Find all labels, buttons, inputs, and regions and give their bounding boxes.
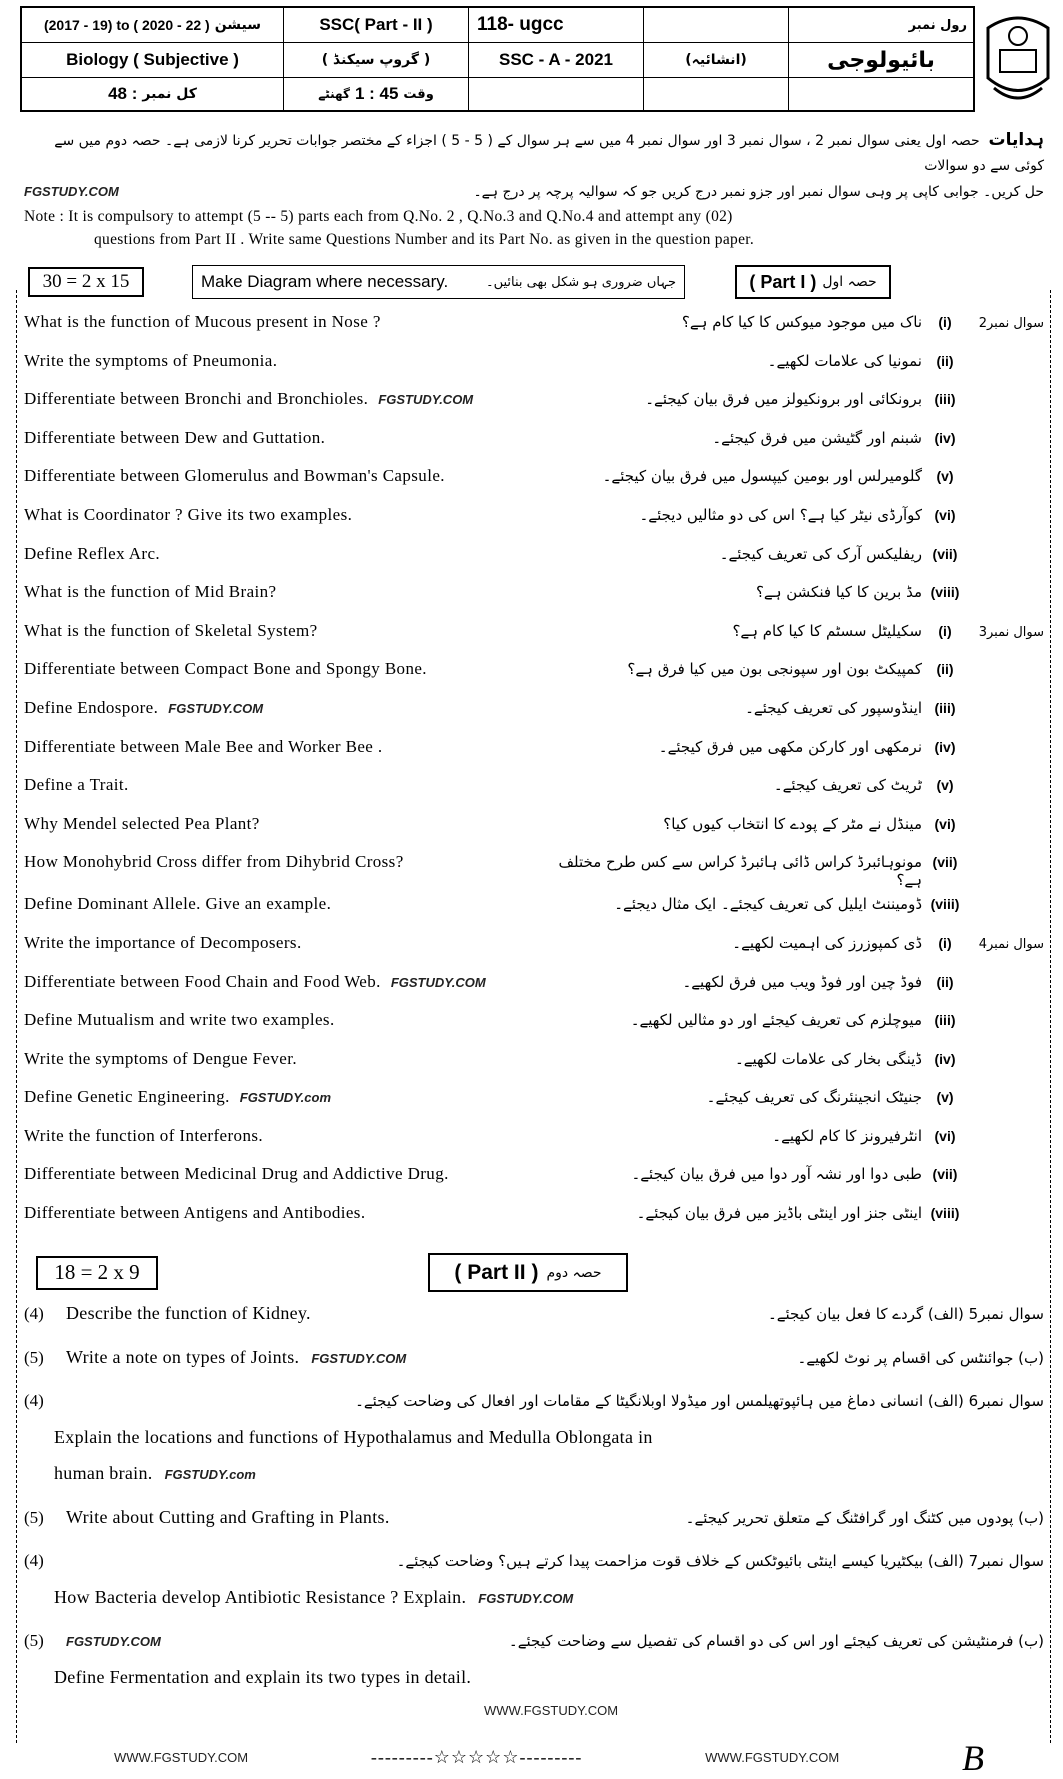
question-text-urdu: گلومیرلس اور بومین کیپسول میں فرق بیان کیجئے۔ <box>602 467 922 486</box>
exam-cell: SSC - A - 2021 <box>469 43 644 78</box>
question-urdu-group <box>614 895 1044 913</box>
blank-cell <box>644 78 789 110</box>
question-text-urdu: اینڈوسپور کی تعریف کیجئے۔ <box>745 698 922 717</box>
question-text-en: What is the function of Skeletal System? <box>24 620 318 640</box>
question-urdu-group <box>603 467 1044 485</box>
part2-line <box>24 1463 1044 1499</box>
footer-stars: ---------☆☆☆☆☆--------- <box>370 1747 583 1768</box>
part2-marks: (5) <box>24 1507 44 1527</box>
question-text-en: Differentiate between Medicinal Drug and Addictive Drug. <box>24 1164 449 1184</box>
question-urdu-group <box>707 1088 1044 1106</box>
question-text-urdu: شبنم اور گٹیشن میں فرق کیجئے۔ <box>712 428 922 447</box>
part2-question <box>24 1623 1044 1723</box>
part2-question <box>24 1543 1044 1623</box>
question-text-en: Define a Trait. <box>24 775 129 795</box>
note-line1: Note : It is compulsory to attempt (5 -- 5) parts each from Q.No. 2 , Q.No.3 and Q.No.4 and attempt any (02) <box>24 208 733 225</box>
watermark-text: FGSTUDY.COM <box>168 700 264 716</box>
watermark-text: WWW.FGSTUDY.COM <box>484 1702 619 1718</box>
question-row <box>24 1198 1044 1237</box>
question-text-urdu: ٹریٹ کی تعریف کیجئے۔ <box>773 776 922 795</box>
part1-questions <box>24 307 1044 1237</box>
question-row <box>24 889 1044 928</box>
question-text-urdu: کمپیکٹ بون اور سپونجی بون میں کیا فرق ہے؟ <box>627 660 922 679</box>
part2-line <box>24 1703 1044 1723</box>
part2-marks: (5) <box>24 1630 44 1650</box>
question-urdu-group <box>745 699 1044 717</box>
question-row <box>24 693 1044 732</box>
part-number: (vii) <box>932 545 958 562</box>
watermark-text: FGSTUDY.com <box>239 1090 332 1106</box>
question-urdu-group <box>756 583 1044 601</box>
question-text-en: Write the symptoms of Pneumonia. <box>24 350 278 370</box>
paper-body <box>24 128 1044 1779</box>
blank-cell <box>789 78 973 110</box>
question-row <box>24 539 1044 578</box>
part-number: (vi) <box>934 1127 956 1144</box>
question-text-urdu: میوچلزم کی تعریف کیجئے اور دو مثالیں لکھیے۔ <box>630 1011 922 1030</box>
part1-header <box>28 263 1044 301</box>
question-row <box>24 1121 1044 1160</box>
part-number: (viii) <box>930 896 960 913</box>
question-text-en: Differentiate between Dew and Guttation. <box>24 427 326 447</box>
question-row <box>24 307 1044 346</box>
watermark-text: FGSTUDY.COM <box>66 1633 161 1649</box>
part2-marks: (4) <box>24 1550 44 1570</box>
part-number: (v) <box>936 468 954 485</box>
part2-question-urdu: (ب) پودوں میں کٹنگ اور گرافٹنگ کے متعلق تحریر کیجئے۔ <box>685 1508 1044 1527</box>
question-text-urdu: مڈ برین کا کیا فنکشن ہے؟ <box>755 583 922 602</box>
question-text-en: Define Dominant Allele. Give an example. <box>24 894 332 914</box>
part2-question-en: Write about Cutting and Grafting in Plants. <box>66 1506 390 1527</box>
subject-cell: Biology ( Subjective ) <box>22 43 284 78</box>
question-urdu-group <box>627 660 1044 678</box>
question-text-urdu: کوآرڈی نیٹر کیا ہے؟ اس کی دو مثالیں دیجئے۔ <box>639 505 922 524</box>
question-urdu-group <box>772 1127 1044 1145</box>
question-urdu-group <box>768 352 1044 370</box>
watermark-text: FGSTUDY.COM <box>311 1350 407 1366</box>
question-row <box>24 654 1044 693</box>
question-text-en: Differentiate between Bronchi and Bronchioles. <box>24 389 369 409</box>
part2-question-urdu: سوال نمبر7 (الف) بیکٹیریا کیسے اینٹی بائیوٹکس کے خلاف قوت مزاحمت پیدا کرتے ہیں؟ وضاحت کیجئے۔ <box>396 1551 1044 1570</box>
watermark-text: FGSTUDY.COM <box>478 1590 574 1606</box>
question-text-urdu: ڈومیننٹ ایلیل کی تعریف کیجئے۔ ایک مثال دیجئے۔ <box>614 895 922 914</box>
question-row <box>24 1159 1044 1198</box>
question-text-en: Differentiate between Compact Bone and Spongy Bone. <box>24 659 427 679</box>
question-text-en: Differentiate between Food Chain and Food Web. <box>24 971 381 991</box>
question-row <box>24 1044 1044 1083</box>
roll-label-cell: رول نمبر <box>789 8 973 43</box>
part2-questions <box>24 1295 1044 1723</box>
examiner-initial: B <box>961 1737 984 1778</box>
question-row <box>24 500 1044 539</box>
part-number: (iii) <box>934 391 956 408</box>
question-text-urdu: ناک میں موجود میوکس کا کیا کام ہے؟ <box>681 313 922 331</box>
question-text-en: Differentiate between Antigens and Antibodies. <box>24 1203 366 1223</box>
question-text-urdu: ڈینگی بخار کی علامات لکھیے۔ <box>734 1049 922 1068</box>
question-row <box>24 1082 1044 1121</box>
right-margin-line <box>1050 290 1051 1743</box>
board-logo-icon <box>980 8 1056 108</box>
part2-question <box>24 1339 1044 1383</box>
question-urdu-group <box>631 1011 1044 1029</box>
question-number-label: سوال نمبر4 <box>978 936 1044 952</box>
part-number: (iii) <box>934 1012 956 1029</box>
part2-question-urdu: (ب) فرمنٹیشن کی تعریف کیجئے اور اس کی دو اقسام کی تفصیل سے وضاحت کیجئے۔ <box>508 1631 1044 1650</box>
part-number: (vi) <box>934 815 956 832</box>
part2-title-box: ( Part II ) حصہ دوم <box>428 1253 628 1292</box>
question-urdu-group <box>682 973 1044 991</box>
part2-line <box>24 1667 1044 1703</box>
instructions-urdu-line1: ہدایات حصہ اول یعنی سوال نمبر 2 ، سوال نمبر 3 اور سوال نمبر 4 میں سے ہر سوال کے ( 5 - 5 ) اجزاء کے مختصر جوابات تحریر کرنا لازمی ہے۔ حصہ دوم میں سے کوئی سے دو سوالات <box>54 130 1044 174</box>
question-text-en: Write the importance of Decomposers. <box>24 932 302 952</box>
class-cell: SSC( Part - II ) <box>284 8 469 43</box>
question-text-urdu: فوڈ چین اور فوڈ ویب میں فرق لکھیے۔ <box>682 972 922 991</box>
watermark-text: FGSTUDY.COM <box>24 184 119 199</box>
question-text-urdu: مونوہائبرڈ کراس ڈائی ہائبرڈ کراس سے کس طرح مختلف ہے؟ <box>558 853 922 890</box>
part2-question-en-cont: human brain. <box>54 1462 153 1483</box>
part-number: (iii) <box>934 699 956 716</box>
question-urdu-group <box>712 429 1044 447</box>
part-number: (vi) <box>934 506 956 523</box>
roll-number-input[interactable] <box>644 8 789 43</box>
question-text-en: Write the function of Interferons. <box>24 1125 264 1145</box>
question-text-urdu: سکیلیٹل سسٹم کا کیا کام ہے؟ <box>732 621 922 640</box>
question-text-en: What is the function of Mucous present in Nose ? <box>24 312 381 331</box>
instructions-line2-row <box>24 179 1044 205</box>
part-number: (i) <box>938 934 952 951</box>
question-text-en: How Monohybrid Cross differ from Dihybrid Cross? <box>24 852 404 872</box>
note-line2: questions from Part II . Write same Questions Number and its Part No. as given in the question paper. <box>94 231 755 248</box>
question-urdu-group <box>640 506 1044 524</box>
part2-line <box>24 1587 1044 1623</box>
question-text-urdu: برونکائی اور برونکیولز میں فرق بیان کیجئے۔ <box>645 390 922 409</box>
question-text-en: What is Coordinator ? Give its two examples. <box>24 504 353 524</box>
question-urdu-group <box>732 934 1044 952</box>
question-text-en: Define Endospore. <box>24 697 159 717</box>
part2-line <box>24 1631 1044 1667</box>
question-row <box>24 384 1044 423</box>
signature-cell <box>469 78 644 110</box>
question-urdu-group <box>732 622 1044 640</box>
question-urdu-group <box>735 1050 1044 1068</box>
part-number: (i) <box>938 314 952 330</box>
part2-question <box>24 1499 1044 1543</box>
part1-title-box: ( Part I ) حصہ اول <box>735 265 891 299</box>
part2-marks: (4) <box>24 1390 44 1410</box>
question-text-urdu: ریفلیکس آرک کی تعریف کیجئے۔ <box>719 544 922 563</box>
group-cell: ( گروپ سیکنڈ ) <box>284 43 469 78</box>
part2-question-urdu: (ب) جوائنٹس کی اقسام پر نوٹ لکھیے۔ <box>797 1348 1044 1367</box>
part2-marks: (4) <box>24 1303 44 1323</box>
question-text-urdu: اینٹی جنز اور اینٹی باڈیز میں فرق بیان کیجئے۔ <box>636 1204 922 1223</box>
question-row <box>24 1005 1044 1044</box>
question-text-urdu: نرمکھی اور کارکن مکھی میں فرق کیجئے۔ <box>658 737 922 756</box>
question-row <box>24 770 1044 809</box>
question-text-en: Why Mendel selected Pea Plant? <box>24 813 260 833</box>
part-number: (vii) <box>932 1166 958 1183</box>
part2-question-en: Define Fermentation and explain its two types in detail. <box>54 1666 472 1687</box>
question-text-en: Define Genetic Engineering. <box>24 1087 230 1107</box>
part2-line <box>24 1391 1044 1427</box>
part2-line <box>24 1303 1044 1339</box>
question-row <box>24 616 1044 655</box>
total-marks-cell: 48 : کل نمبر <box>22 78 284 110</box>
watermark-text: WWW.FGSTUDY.COM <box>114 1750 249 1766</box>
question-text-urdu: انٹرفیرونز کا کام لکھیے۔ <box>772 1126 922 1145</box>
question-text-en: Differentiate between Male Bee and Worker Bee . <box>24 736 383 756</box>
question-urdu-group <box>720 545 1044 563</box>
part2-question <box>24 1383 1044 1499</box>
part-number: (v) <box>936 777 954 794</box>
question-urdu-group <box>774 776 1044 794</box>
roll-number-cell: 118- ugcc <box>469 8 644 43</box>
time-cell: گھنٹے 1 : 45 وقت <box>284 78 469 110</box>
question-text-urdu: مینڈل نے مٹر کے پودے کا انتخاب کیوں کیا؟ <box>663 814 922 833</box>
part-number: (iv) <box>934 429 956 446</box>
question-text-urdu: نمونیا کی علامات لکھیے۔ <box>767 351 922 370</box>
watermark-text: FGSTUDY.com <box>164 1466 256 1482</box>
part2-marks-box: 18 = 2 x 9 <box>36 1256 158 1290</box>
part2-marks: (5) <box>24 1347 44 1367</box>
question-text-en: Define Mutualism and write two examples. <box>24 1010 335 1030</box>
watermark-text: FGSTUDY.COM <box>390 974 486 990</box>
part-number: (iv) <box>934 1050 956 1067</box>
question-text-en: What is the function of Mid Brain? <box>24 582 277 602</box>
question-row <box>24 461 1044 500</box>
part2-question-en: Explain the locations and functions of Hypothalamus and Medulla Oblongata in <box>54 1426 653 1447</box>
question-number-label: سوال نمبر2 <box>978 316 1044 331</box>
question-urdu-group <box>663 815 1044 833</box>
part2-line <box>24 1507 1044 1543</box>
question-text-urdu: طبی دوا اور نشہ آور دوا میں فرق بیان کیجئے۔ <box>631 1165 922 1184</box>
part-number: (ii) <box>936 352 954 369</box>
question-number-label: سوال نمبر3 <box>978 624 1044 640</box>
part2-line <box>24 1347 1044 1383</box>
part-number: (iv) <box>934 738 956 755</box>
question-row <box>24 577 1044 616</box>
instructions-urdu-line2: حل کریں۔ جوابی کاپی پر وہی سوال نمبر اور جزو نمبر درج کریں جو کہ سوالیہ پرچہ پر درج ہے۔ <box>473 184 1044 200</box>
part2-question <box>24 1295 1044 1339</box>
question-urdu-group <box>645 390 1044 408</box>
question-text-en: Differentiate between Glomerulus and Bowman's Capsule. <box>24 466 445 486</box>
question-text-urdu: ڈی کمپوزرز کی اہمیت لکھیے۔ <box>732 933 922 952</box>
question-urdu-group <box>552 853 1044 889</box>
part-number: (v) <box>936 1089 954 1106</box>
diagram-note-box: Make Diagram where necessary. جہاں ضروری ہو شکل بھی بنائیں۔ <box>192 265 685 299</box>
part-number: (viii) <box>930 1205 960 1222</box>
part1-marks-box: 30 = 2 x 15 <box>28 267 144 297</box>
subject-urdu-cell: بائیولوجی <box>789 43 973 78</box>
part2-question-urdu: سوال نمبر6 (الف) انسانی دماغ میں ہائپوتھیلمس اور میڈولا اوبلانگیٹا کے مقامات اور افعال کی وضاحت کیجئے۔ <box>355 1391 1044 1410</box>
part2-line <box>24 1551 1044 1587</box>
part-number: (i) <box>938 622 952 639</box>
session-cell: (2017 - 19) to ( 2020 - 22 ) سیشن <box>22 8 284 43</box>
question-row <box>24 967 1044 1006</box>
part2-header <box>24 1251 1044 1295</box>
part-number: (viii) <box>930 584 960 601</box>
question-urdu-group <box>631 1165 1044 1183</box>
question-urdu-group <box>682 313 1044 331</box>
part-number: (ii) <box>936 661 954 678</box>
subject-type-cell: (انشائیہ) <box>644 43 789 78</box>
question-row <box>24 423 1044 462</box>
question-text-urdu: جنیٹک انجینئرنگ کی تعریف کیجئے۔ <box>706 1088 922 1107</box>
question-row <box>24 809 1044 848</box>
question-row <box>24 847 1044 889</box>
question-urdu-group <box>659 738 1044 756</box>
part-number: (ii) <box>936 973 954 990</box>
question-row <box>24 346 1044 385</box>
question-urdu-group <box>637 1204 1044 1222</box>
question-row <box>24 732 1044 771</box>
part2-question-en: Describe the function of Kidney. <box>66 1302 311 1323</box>
question-text-en: Define Reflex Arc. <box>24 543 161 563</box>
part2-question-en: Write a note on types of Joints. <box>66 1346 300 1367</box>
part2-question-urdu: سوال نمبر5 (الف) گردے کا فعل بیان کیجئے۔ <box>767 1304 1044 1323</box>
question-row <box>24 928 1044 967</box>
header-table <box>20 6 975 112</box>
left-margin-line <box>16 290 17 1743</box>
watermark-text: FGSTUDY.COM <box>378 392 474 408</box>
part2-line <box>24 1427 1044 1463</box>
part2-question-en: How Bacteria develop Antibiotic Resistance ? Explain. <box>54 1586 467 1607</box>
part-number: (vii) <box>932 854 958 871</box>
question-text-en: Write the symptoms of Dengue Fever. <box>24 1048 297 1068</box>
watermark-text: WWW.FGSTUDY.COM <box>705 1750 840 1766</box>
